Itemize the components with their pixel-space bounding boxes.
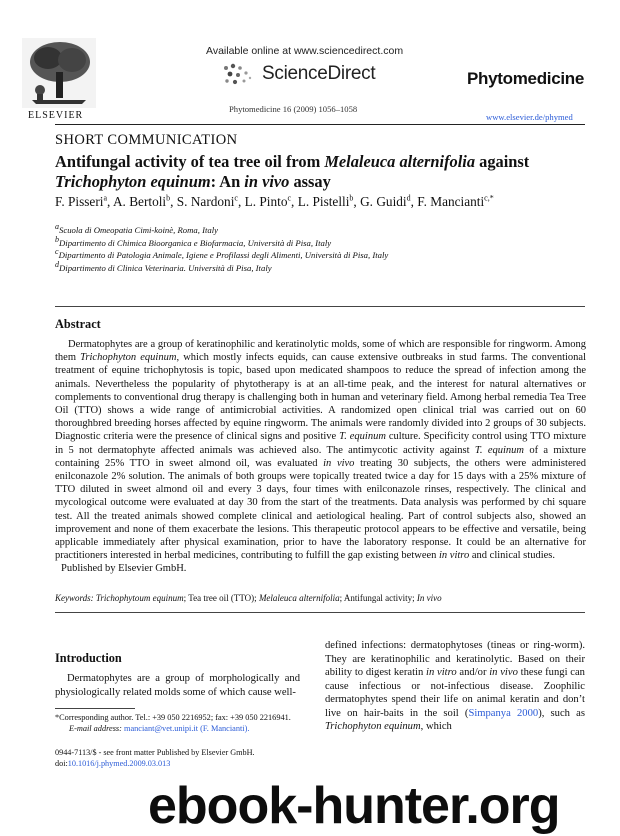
affiliation: $^a$Scuola di Omeopatia Cimi-koinè, Roma, Italy	[55, 222, 219, 235]
affiliation: $^d$Dipartimento di Clinica Veterinaria. Università di Pisa, Italy	[55, 259, 272, 273]
abstract-heading: Abstract	[55, 317, 101, 331]
citation-link[interactable]: Simpanya 2000	[468, 707, 539, 719]
corresponding-author: *Corresponding author. Tel.: +39 050 2216952; fax: +39 050 2216941.	[55, 713, 291, 722]
introduction-heading: Introduction	[55, 651, 122, 665]
author[interactable]: F. Mancianti$^{c,*}$	[417, 193, 494, 209]
watermark: ebook-hunter.org	[148, 777, 560, 835]
journal-url-link[interactable]: www.elsevier.de/phymed	[486, 112, 573, 122]
publisher-name: ELSEVIER	[28, 110, 84, 121]
author[interactable]: L. Pistelli$^b$	[297, 193, 354, 209]
author[interactable]: L. Pinto$^c$	[244, 193, 292, 209]
journal-name: Phytomedicine	[467, 69, 585, 88]
section-label: SHORT COMMUNICATION	[55, 132, 238, 148]
sciencedirect-wordmark: ScienceDirect	[262, 63, 376, 84]
header-divider	[55, 124, 585, 125]
footnote-divider	[55, 708, 135, 709]
introduction-col1: Dermatophytes are a group of morphologically and physiologically related molds some of which cause well-	[55, 673, 300, 698]
affiliation: $^c$Dipartimento di Patologia Animale, Igiene e Profilassi degli Alimenti, Università di Pisa, Italy	[55, 247, 389, 260]
journal-reference: Phytomedicine 16 (2009) 1056–1058	[229, 104, 358, 114]
section-divider	[55, 306, 585, 307]
author[interactable]: G. Guidi$^d$	[360, 193, 411, 209]
keywords-divider	[55, 612, 585, 613]
doi-link[interactable]: 10.1016/j.phymed.2009.03.013	[67, 759, 171, 768]
published-by: Published by Elsevier GmbH.	[61, 563, 187, 575]
author[interactable]: F. Pisseri$^a$	[55, 193, 108, 209]
author[interactable]: A. Bertoli$^b$	[112, 193, 171, 209]
affiliation: $^b$Dipartimento di Chimica Bioorganica e Biofarmacia, Università di Pisa, Italy	[55, 234, 332, 248]
elsevier-tree-logo	[22, 38, 96, 114]
introduction-col2: defined infections: dermatophytoses (tineas or ring-worm). They are keratinophilic and keratinolytic. Based on their ability to digest keratin in vitro and/or in vivo these fungi can cause infectious or not-infectious disease. Zoophilic dermatophytes spend their life on animal keratin and don’t live on hair-baits in the soil (Simpanya 2000), such as Trichophyton equinum, which	[325, 640, 585, 732]
article-title: Antifungal activity of tea tree oil from Melaleuca alternifolia against Trichophyton equinum: An in vivo assay	[55, 152, 530, 191]
sciencedirect-dots-icon	[222, 62, 254, 86]
footnote: *Corresponding author. Tel.: +39 050 2216952; fax: +39 050 2216941. E-mail address: manciant@vet.unipi.it (F. Mancianti).	[55, 712, 307, 734]
affiliations	[55, 224, 595, 274]
front-matter: 0944-7113/$ - see front matter Published by Elsevier GmbH. doi:10.1016/j.phymed.2009.03.013	[55, 748, 255, 768]
email-link[interactable]: manciant@vet.unipi.it (F. Mancianti).	[121, 724, 250, 733]
available-online-text[interactable]: Available online at www.sciencedirect.com	[206, 45, 404, 57]
abstract-body: Dermatophytes are a group of keratinophilic and keratinolytic molds, some of which are responsible for ringworm. Among them Trichophyton equinum, which mostly infects equids, can cause extensive outbreaks in stud farms. The conventional treatment of equine trichophytosis is topic, based upon medicated shampoos to reduce the spread of infection among the animals. Nevertheless the popularity of phytotherapy is at an all-time peak, and the interest for natural alternatives or complements to conventional drug therapy is challenging both in human and veterinary field. Among herbal remedia Tea Tree Oil (TTO) shows a wide range of antimicrobial activities. A randomized open clinical trial was carried out on 60 thoroughbred breeding horses affected by equine ringworm. The animals were randomly divided into 2 groups of 30 subjects. Diagnostic criteria were the presence of clinical signs and positive T. equinum culture. Specificity control using TTO mixture in 5 not dermatophyte affected animals was achieved also. The antimycotic activity against T. equinum of a mixture containing 25% TTO in sweet almond oil, was evaluated in vivo treating 30 subjects, the others were administered enilconazole 2% solution. The animals of both groups were topically treated twice a day for 15 days with a 25% mixture of TTO diluted in sweet almond oil and every 3 days, four times with enilconazole rinses, respectively. The clinical and mycological outcome were evaluated at day 30 from the start of the treatments. Data analysis was performed by chi square test. All the treated animals showed complete clinical and aetiological healing. Part of control subjects also, showed an improvement and none of them exacerbate the lesions. This therapeutic protocol appears to be effective and versatile, being applicable immediately after physical examination, prior to have the laboratory response. It could be an alternative for practitioners interested in herbal medicines, contributing to fulfill the gap existing between in vitro and clinical studies. Published by Elsevier GmbH.	[55, 339, 587, 575]
sciencedirect-logo[interactable]	[222, 60, 375, 88]
keywords: Keywords: Trichophytoum equinum; Tea tree oil (TTO); Melaleuca alternifolia; Antifungal activity; In vivo	[55, 593, 442, 603]
author[interactable]: S. Nardoni$^c$	[176, 193, 238, 209]
author-list: F. Pisseri$^a$, A. Bertoli$^b$, S. Nardoni$^c$, L. Pinto$^c$, L. Pistelli$^b$, G. Guidi$^d$, F. Mancianti$^{c,*}$	[55, 193, 494, 209]
